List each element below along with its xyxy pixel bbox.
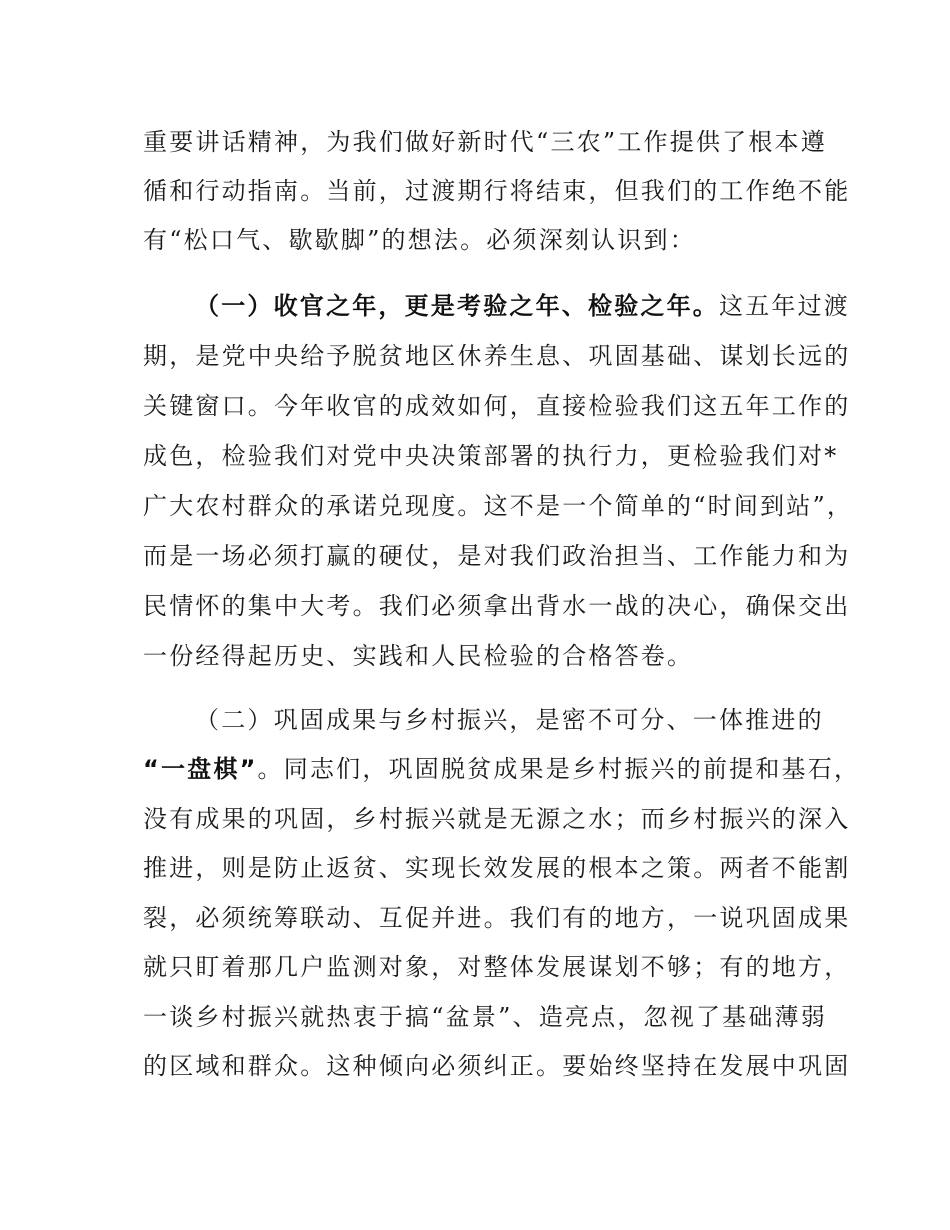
paragraph-second-line <box>143 753 860 785</box>
paragraph-line: 一份经得起历史、实践和人民检验的合格答卷。 <box>143 642 694 670</box>
paragraph-line: 推进，则是防止返贫、实现长效发展的根本之策。两者不能割 <box>143 854 851 882</box>
paragraph-line: 而是一场必须打赢的硬仗，是对我们政治担当、工作能力和为 <box>143 542 851 570</box>
paragraph-line: 重要讲话精神，为我们做好新时代“三农”工作提供了根本遵 <box>143 128 827 156</box>
paragraph-first-line <box>195 290 850 322</box>
paragraph-line: 裂，必须统筹联动、互促并进。我们有的地方，一说巩固成果 <box>143 904 851 932</box>
paragraph-line: 民情怀的集中大考。我们必须拿出背水一战的决心，确保交出 <box>143 592 851 620</box>
paragraph-line: 没有成果的巩固，乡村振兴就是无源之水；而乡村振兴的深入 <box>143 805 851 833</box>
paragraph-line: 一谈乡村振兴就热衷于搞“盆景”、造亮点，忽视了基础薄弱 <box>143 1003 827 1031</box>
paragraph-line: 的区域和群众。这种倾向必须纠正。要始终坚持在发展中巩固 <box>143 1052 851 1080</box>
paragraph-text: 这五年过渡 <box>719 292 850 320</box>
section-heading-2-tail: “一盘棋” <box>143 755 258 783</box>
section-heading-1: （一）收官之年，更是考验之年、检验之年。 <box>195 292 719 320</box>
paragraph-text: 。同志们，巩固脱贫成果是乡村振兴的前提和基石， <box>257 755 861 783</box>
paragraph-line: 关键窗口。今年收官的成效如何，直接检验我们这五年工作的 <box>143 392 851 420</box>
paragraph-line: 成色，检验我们对党中央决策部署的执行力，更检验我们对* <box>143 442 839 470</box>
paragraph-first-line: （二）巩固成果与乡村振兴，是密不可分、一体推进的 <box>195 706 824 734</box>
paragraph-line: 期，是党中央给予脱贫地区休养生息、巩固基础、谋划长远的 <box>143 342 851 370</box>
paragraph-line: 循和行动指南。当前，过渡期行将结束，但我们的工作绝不能 <box>143 177 851 205</box>
paragraph-line: 广大农村群众的承诺兑现度。这不是一个简单的“时间到站”， <box>143 492 854 520</box>
paragraph-line: 就只盯着那几户监测对象，对整体发展谋划不够；有的地方， <box>143 953 851 981</box>
paragraph-line: 有“松口气、歇歇脚”的想法。必须深刻认识到： <box>143 226 696 254</box>
